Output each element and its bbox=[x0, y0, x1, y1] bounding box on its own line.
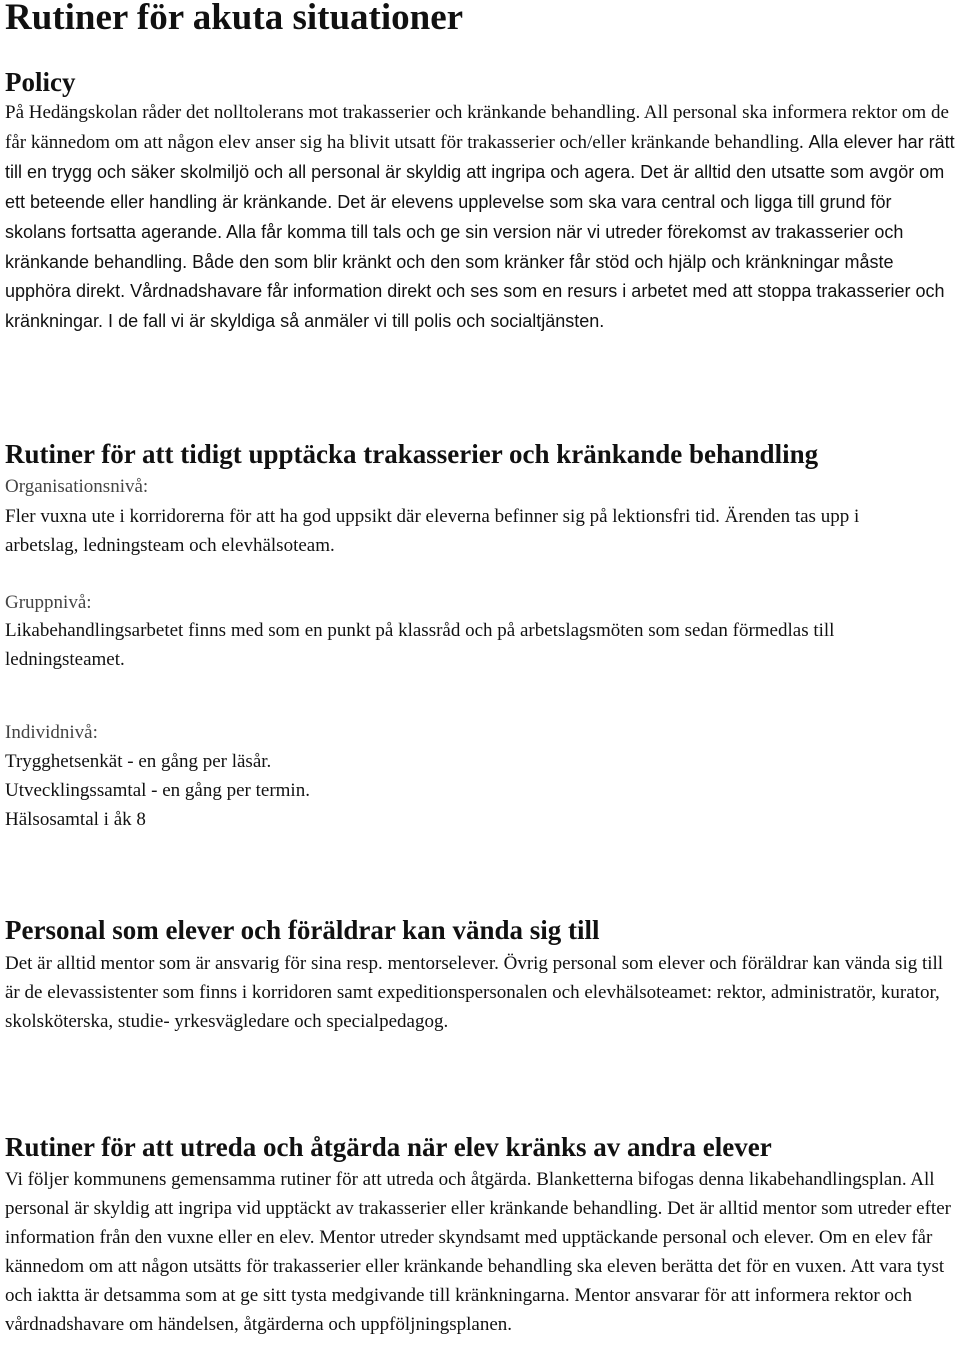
group-level-label: Gruppnivå: bbox=[5, 592, 92, 613]
early-detection-heading: Rutiner för att tidigt upptäcka trakasserier och kränkande behandling bbox=[5, 439, 819, 469]
investigate-text: Vi följer kommunens gemensamma rutiner för att utreda och åtgärda. Blanketterna bifogas denna likabehandlingsplan. All personal är skyldig att ingripa vid upptäckt av trakasserier eller kränkande behandling. Det är alltid mentor som utreder efter information från den vuxne eller en elev. Mentor utreder skyndsamt med upptäckande personal och elever. Om en elev får kännedom om att någon utsätts för trakasserier eller kränkande behandling ska eleven berätta det för en vuxen. Att vara tyst och iaktta är detsamma som at ge sitt tysta medgivande till kränkningarna. Mentor ansvarar för att informera rektor och vårdnadshavare om händelsen, åtgärderna och uppföljningsplanen. bbox=[5, 1169, 951, 1335]
document-title: Rutiner för akuta situationer bbox=[5, 0, 464, 38]
policy-text-b: Alla elever har rätt till en trygg och säker skolmiljö och all personal är skyldig att ingripa och agera. bbox=[5, 131, 955, 182]
organisation-level-text: Fler vuxna ute i korridorerna för att ha god uppsikt där eleverna befinner sig på lektionsfri tid. Ärenden tas upp i arbetslag, ledningsteam och elevhälsoteam. bbox=[5, 506, 860, 556]
organisation-level-label: Organisationsnivå: bbox=[5, 476, 149, 497]
policy-text-c: Det är alltid den utsatte som avgör om ett beteende eller handling är kränkande. Det är elevens upplevelse som ska vara central och ligga till grund för skolans fortsatta agerande. Alla får komma till tals och ge sin version när vi utreder förekomst av trakasserier och kränkande behandling. Både den som blir kränkt och den som kränker får stöd och hjälp och kränkningar måste upphöra direkt. Vårdnadshavare får information direkt och ses som en resurs i arbetet med att stoppa trakasserier och kränkningar. I de fall vi är skyldiga så anmäler vi till polis och socialtjänsten. bbox=[5, 161, 945, 332]
investigate-heading: Rutiner för att utreda och åtgärda när elev kränks av andra elever bbox=[5, 1132, 772, 1162]
staff-text: Det är alltid mentor som är ansvarig för sina resp. mentorselever. Övrig personal som elever och föräldrar kan vända sig till är de elevassistenter som finns i korridoren samt expeditionspersonalen och elevhälsoteamet: rektor, administratör, kurator, skolsköterska, studie- yrkesvägledare och specialpedagog. bbox=[5, 953, 944, 1032]
individual-item: Hälsosamtal i åk 8 bbox=[5, 809, 146, 830]
group-level-text: Likabehandlingsarbetet finns med som en punkt på klassråd och på arbetslagsmöten som sedan förmedlas till ledningsteamet. bbox=[5, 620, 835, 670]
policy-heading: Policy bbox=[5, 67, 76, 97]
individual-level-label: Individnivå: bbox=[5, 722, 98, 743]
policy-paragraph bbox=[5, 99, 955, 337]
individual-item: Utvecklingssamtal - en gång per termin. bbox=[5, 780, 310, 801]
policy-text-a: På Hedängskolan råder det nolltolerans mot trakasserier och kränkande behandling. All personal ska informera rektor om de får kännedom om att någon elev anser sig ha blivit utsatt för trakasserier och/eller kränkande behandling. bbox=[5, 102, 949, 153]
individual-item: Trygghetsenkät - en gång per läsår. bbox=[5, 751, 272, 772]
staff-heading: Personal som elever och föräldrar kan vända sig till bbox=[5, 915, 600, 945]
